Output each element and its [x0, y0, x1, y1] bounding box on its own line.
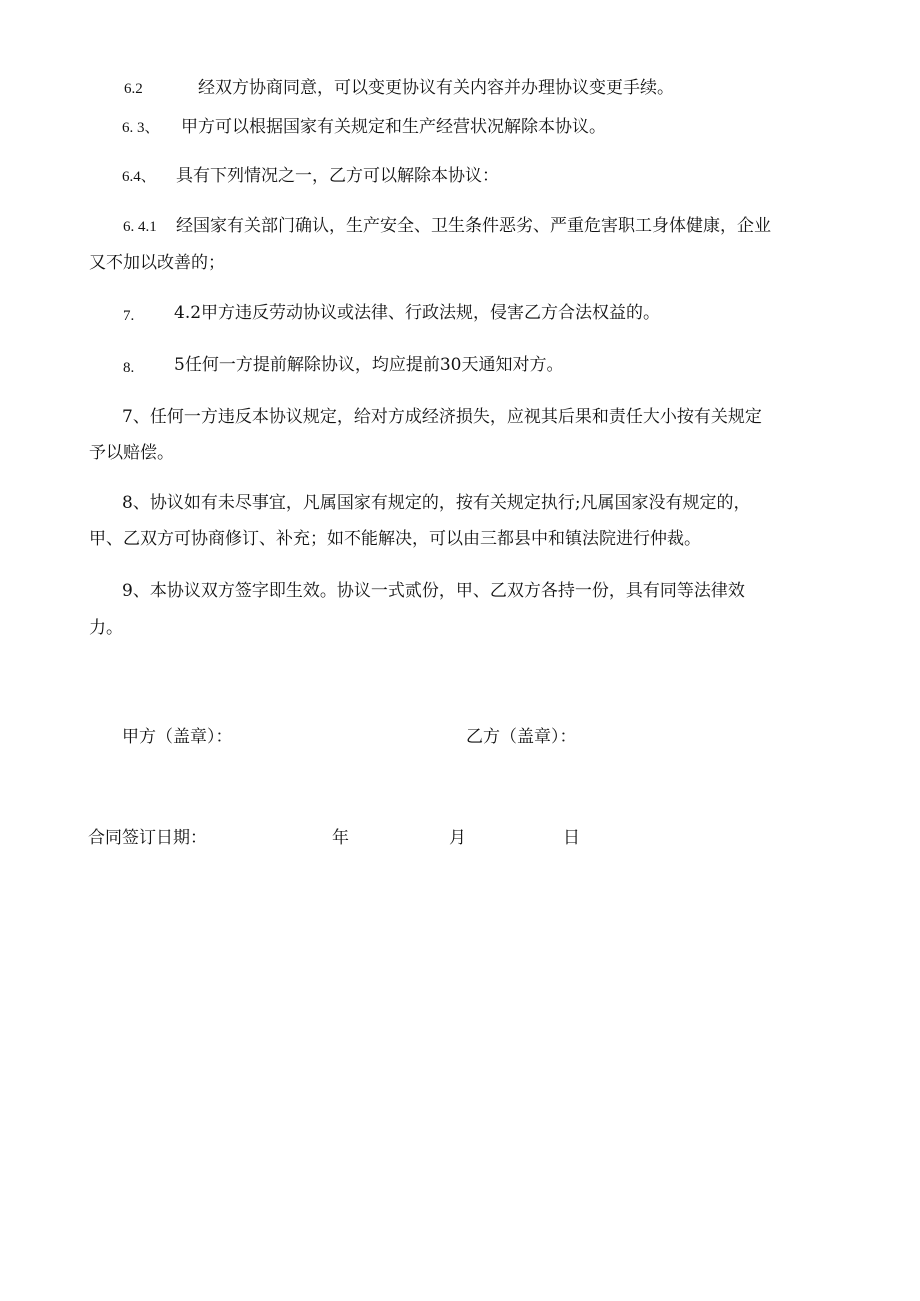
clause-text: 甲方可以根据国家有关规定和生产经营状况解除本协议。 [181, 117, 606, 137]
clause-text-line1: 经国家有关部门确认，生产安全、卫生条件恶劣、严重危害职工身体健康，企业 [176, 216, 771, 236]
clause-number: 6.2 [124, 81, 143, 97]
date-label: 合同签订日期： [88, 828, 207, 848]
clause-text-line2: 力。 [89, 618, 123, 638]
clause-text: 经双方协商同意，可以变更协议有关内容并办理协议变更手续。 [198, 78, 674, 98]
clause-number: 7. [123, 308, 135, 324]
clause-text-line1: 8、协议如有未尽事宜，凡属国家有规定的，按有关规定执行;凡属国家没有规定的， [122, 493, 751, 513]
clause-text: 5任何一方提前解除协议，均应提前30天通知对方。 [174, 355, 564, 375]
clause-text-line2: 甲、乙双方可协商修订、补充；如不能解决，可以由三都县中和镇法院进行仲裁。 [89, 529, 701, 549]
clause-text-line2: 予以赔偿。 [89, 443, 174, 463]
date-month: 月 [449, 828, 466, 848]
party-a-seal-label: 甲方（盖章）： [122, 727, 233, 747]
clause-number: 6. 3、 [122, 120, 160, 136]
clause-text: 具有下列情况之一，乙方可以解除本协议： [176, 166, 499, 186]
clause-text: 4.2甲方违反劳动协议或法律、行政法规，侵害乙方合法权益的。 [174, 303, 661, 323]
party-b-seal-label: 乙方（盖章）： [466, 727, 577, 747]
clause-number: 6. 4.1 [123, 219, 157, 235]
clause-number: 8. [123, 360, 135, 376]
clause-text-line1: 7、任何一方违反本协议规定，给对方成经济损失，应视其后果和责任大小按有关规定 [122, 407, 762, 427]
clause-text-line1: 9、本协议双方签字即生效。协议一式贰份，甲、乙双方各持一份，具有同等法律效 [122, 581, 745, 601]
date-year: 年 [332, 828, 349, 848]
clause-number: 6.4、 [122, 169, 156, 185]
clause-text-line2: 又不加以改善的； [89, 253, 225, 273]
date-day: 日 [563, 828, 580, 848]
